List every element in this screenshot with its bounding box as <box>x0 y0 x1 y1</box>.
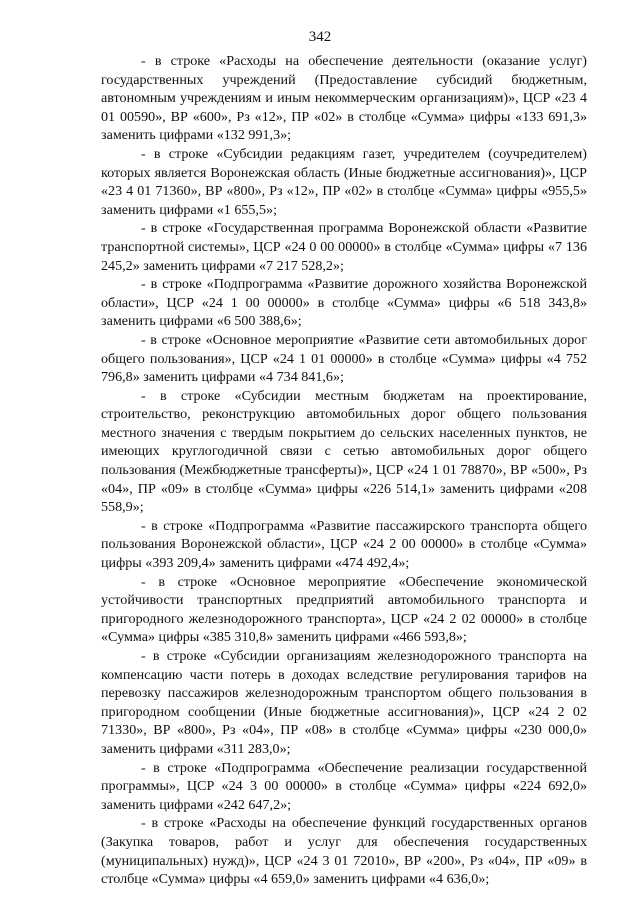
paragraph-6: - в строке «Субсидии местным бюджетам на проектирование, строительство, реконструкцию автомобильных дорог общего пользования местного значения с твердым покрытием до сельских населенных пунктов, не имеющих круглогодичной связи с сетью автомобильных дорог общего пользования (Межбюджетные трансферты)», ЦСР «24 1 01 78870», ВР «500», Рз «04», ПР «09» в столбце «Сумма» цифры «226 514,1» заменить цифрами «208 558,9»; <box>101 387 587 516</box>
paragraph-1: - в строке «Расходы на обеспечение деятельности (оказание услуг) государственных учреждений (Предоставление субсидий бюджетным, автономным учреждениям и иным некоммерческим организациям)», ЦСР «23 4 01 00590», ВР «600», Рз «12», ПР «02» в столбце «Сумма» цифры «133 691,3» заменить цифрами «132 991,3»; <box>101 53 587 144</box>
paragraph-5: - в строке «Основное мероприятие «Развитие сети автомобильных дорог общего пользования», ЦСР «24 1 01 00000» в столбце «Сумма» цифры «4 752 796,8» заменить цифрами «4 734 841,6»; <box>101 331 587 386</box>
paragraph-2: - в строке «Субсидии редакциям газет, учредителем (соучредителем) которых является Воронежская область (Иные бюджетные ассигнования)», ЦСР «23 4 01 71360», ВР «800», Рз «12», ПР «02» в столбце «Сумма» цифры «955,5» заменить цифрами «1 655,5»; <box>101 145 587 218</box>
document-body <box>101 52 587 889</box>
paragraph-8: - в строке «Основное мероприятие «Обеспечение экономической устойчивости транспортных предприятий автомобильного транспорта и пригородного железнодорожного транспорта», ЦСР «24 2 02 00000» в столбце «Сумма» цифры «385 310,8» заменить цифрами «466 593,8»; <box>101 573 587 646</box>
paragraph-11: - в строке «Расходы на обеспечение функций государственных органов (Закупка товаров, работ и услуг для обеспечения государственных (муниципальных) нужд)», ЦСР «24 3 01 72010», ВР «200», Рз «04», ПР «09» в столбце «Сумма» цифры «4 659,0» заменить цифрами «4 636,0»; <box>101 815 587 888</box>
paragraph-10: - в строке «Подпрограмма «Обеспечение реализации государственной программы», ЦСР «24 3 00 00000» в столбце «Сумма» цифры «224 692,0» заменить цифрами «242 647,2»; <box>101 759 587 813</box>
paragraph-3: - в строке «Государственная программа Воронежской области «Развитие транспортной системы», ЦСР «24 0 00 00000» в столбце «Сумма» цифры «7 136 245,2» заменить цифрами «7 217 528,2»; <box>101 220 587 274</box>
paragraph-7: - в строке «Подпрограмма «Развитие пассажирского транспорта общего пользования Воронежской области», ЦСР «24 2 00 00000» в столбце «Сумма» цифры «393 209,4» заменить цифрами «474 492,4»; <box>101 517 587 572</box>
page-number: 342 <box>308 29 332 45</box>
paragraph-4: - в строке «Подпрограмма «Развитие дорожного хозяйства Воронежской области», ЦСР «24 1 00 00000» в столбце «Сумма» цифры «6 518 343,8» заменить цифрами «6 500 388,6»; <box>101 276 587 330</box>
paragraph-9: - в строке «Субсидии организациям железнодорожного транспорта на компенсацию части потерь в доходах вследствие регулирования тарифов на перевозку пассажиров железнодорожным транспортом общего пользования в пригородном сообщении (Иные бюджетные ассигнования)», ЦСР «24 2 02 71330», ВР «800», Рз «04», ПР «08» в столбце «Сумма» цифры «230 000,0» заменить цифрами «311 283,0»; <box>101 648 587 757</box>
